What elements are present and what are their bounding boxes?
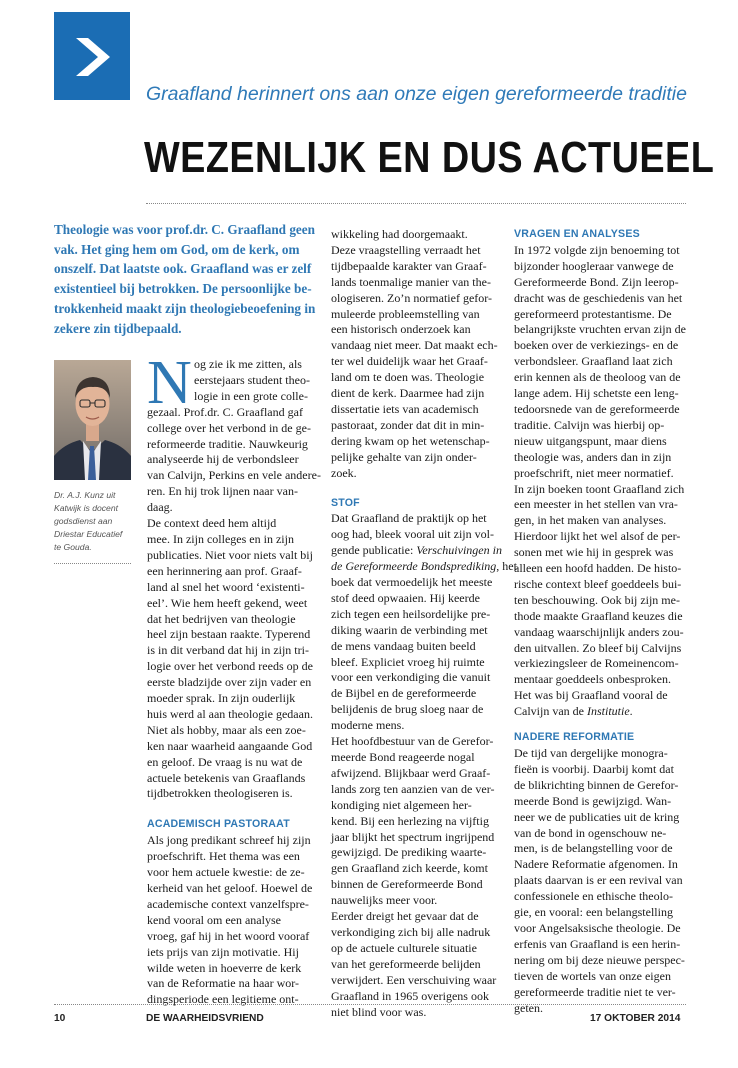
subheading-nadere-reformatie: NADERE REFORMATIE — [514, 731, 635, 744]
book-title-italic: de Gereformeerde Bondsprediking — [331, 559, 497, 574]
text-line: In 1972 volgde zijn benoeming tot — [514, 242, 680, 257]
text-line: de blikrichting binnen de Gerefor- — [514, 777, 679, 792]
text-line: Graafland in 1965 overigens ook — [331, 988, 489, 1003]
text-line: proefschrift. Het thema was een — [147, 849, 300, 864]
text-line: erfenis van Graafland is een herin- — [514, 936, 681, 951]
text-fragment: . — [629, 704, 633, 719]
text-line: nauwelijks meer voor. — [331, 893, 438, 908]
text-line: gewijzigd. De prediking waarte- — [331, 845, 487, 860]
caption-line: godsdienst aan — [54, 516, 113, 526]
book-title-italic: Verschuivingen in — [416, 543, 502, 558]
text-line: dingsperiode een legitieme ont- — [147, 992, 299, 1007]
text-line: een meester in het stellen van vra- — [514, 497, 678, 512]
caption-line: Driestar Educatief — [54, 529, 123, 539]
text-line: moeder sprak. In zijn ouderlijk — [147, 691, 296, 706]
text-line: een herinnering aan prof. Graaf- — [147, 563, 302, 578]
text-line: bleef. Expliciet vroeg hij ruimte — [331, 654, 485, 669]
text-line: huis werd al aan theologie gedaan. — [147, 706, 313, 721]
text-line: proefschrift, niet meer normatief. — [514, 465, 674, 480]
column-1 — [147, 349, 321, 1008]
chevron-right-icon — [76, 38, 110, 76]
text-line: neer we de publicaties uit de kring — [514, 809, 680, 824]
text-line: Niet als hobby, maar als een zoe- — [147, 722, 306, 737]
text-fragment: Calvijn van de — [514, 704, 587, 719]
text-line: ken naar waarheid aangaande God — [147, 738, 313, 753]
text-line: nering om bij deze nieuwe perspec- — [514, 952, 685, 967]
text-line: nieuw uitgangspunt, maar diens — [514, 433, 667, 448]
text-line: meerde Bond reageerde nogal — [331, 750, 475, 764]
caption-line: Dr. A.J. Kunz uit — [54, 490, 116, 500]
text-line: van Calvijn, Perkins en vele andere- — [147, 468, 321, 483]
text-line: voor een verkondiging die vanuit — [331, 670, 491, 685]
text-line: verbondsleer. Graafland laat zich — [514, 354, 673, 369]
text-line: Deze vraagstelling verraadt het — [331, 242, 481, 257]
lead-line: zekere zin tijdbepaald. — [54, 320, 182, 336]
text-line: dracht was de geschiedenis van het — [514, 290, 683, 305]
text-line — [331, 559, 517, 575]
text-line: Gereformeerde Bond. Zijn leerop- — [514, 274, 679, 289]
lead-paragraph — [54, 220, 319, 338]
text-fragment: gende publicatie: — [331, 543, 417, 558]
lead-line: trokkenheid maakt zijn theologiebeoefening in — [54, 300, 316, 316]
text-line: jaar blijkt het spectrum ingrijpend — [331, 829, 495, 844]
text-line: Hierdoor lijkt het wel alsof de per- — [514, 529, 681, 544]
text-line: van het gereformeerde belijden — [331, 956, 481, 971]
text-line: voor hem actuele kwestie: de ze- — [147, 865, 305, 880]
text-line: daag. — [147, 500, 173, 515]
text-line: geten. — [514, 1000, 543, 1015]
text-line: dissertatie iets van academisch — [331, 401, 479, 416]
caption-line: te Gouda. — [54, 542, 92, 552]
text-line: dat het bedrijven van theologie — [147, 611, 296, 626]
text-line: de mens vandaag buiten beeld — [331, 638, 476, 653]
subheading-stof: STOF — [331, 496, 360, 509]
text-line: en geloof. De vraag is nu wat de — [147, 754, 303, 769]
text-line: van de bond in ogenschouw ne- — [514, 825, 667, 840]
article-subtitle: Graafland herinnert ons aan onze eigen gereformeerde traditie — [146, 83, 687, 105]
column-2 — [331, 227, 517, 1020]
text-line: logie in een grote colle- — [194, 388, 308, 403]
text-line: dering kwam op het wetenschap- — [331, 433, 490, 448]
lead-line: vak. Het ging hem om God, om de kerk, om — [54, 241, 300, 257]
article-headline: WEZENLIJK EN DUS ACTUEEL — [144, 133, 715, 182]
text-line: vandaag waarschijnlijk anders zou- — [514, 624, 684, 639]
top-divider — [146, 203, 686, 204]
text-line: dient de kerk. Daarmee had zijn — [331, 386, 485, 401]
text-line: een historisch onderzoek kan — [331, 322, 471, 337]
text-line: og zie ik me zitten, als — [194, 357, 302, 371]
drop-cap: N — [147, 349, 192, 417]
text-line: ten beschouwing. Ook bij zijn me- — [514, 592, 680, 607]
text-line: eerstejaars student theo- — [194, 372, 310, 387]
text-line: verwijdert. Een verschuiving waar — [331, 972, 497, 987]
text-line: wikkeling had doorgemaakt. — [331, 227, 468, 241]
lead-line: onszelf. Dat laatste ook. Graafland was er zelf — [54, 261, 312, 277]
text-line: kondiging niet algemeen her- — [331, 797, 472, 812]
text-line: alleen een hoofd hadden. De histo- — [514, 561, 682, 576]
text-line: Het was bij Graafland vooral de — [514, 688, 668, 703]
page-number: 10 — [54, 1013, 66, 1024]
subheading-academisch-pastoraat: ACADEMISCH PASTORAAT — [147, 818, 290, 831]
book-title-italic: Institutie — [586, 704, 630, 719]
text-line: land al snel het woord ‘existenti- — [147, 579, 305, 594]
text-line: actuele betekenis van Graaflands — [147, 770, 306, 785]
text-line: fieën is voorbij. Daarbij komt dat — [514, 761, 674, 776]
text-line: belijdenis de brug sloeg naar de — [331, 702, 484, 717]
text-line: voor Angelsaksische theologie. De — [514, 920, 681, 935]
subheading-vragen-en-analyses: VRAGEN EN ANALYSES — [514, 228, 640, 240]
text-line: men, is de belangstelling voor de — [514, 841, 673, 856]
caption-divider — [54, 563, 131, 564]
text-line: bijzonder hoogleraar vanwege de — [514, 258, 674, 273]
text-line: boek dat vermoedelijk het meeste — [331, 575, 493, 590]
text-line: tijdbetrokken theologiseren is. — [147, 786, 293, 801]
text-line: boeken over de verkiezings- en de — [514, 338, 679, 353]
text-line: van de Reformatie na haar wor- — [147, 976, 300, 991]
text-line: mee. In zijn colleges en in zijn — [147, 531, 294, 546]
text-line: verkiezingsleer de Romeinencom- — [514, 656, 679, 671]
text-line: analyseerde hij de verbondsleer — [147, 452, 299, 467]
text-line: kend. Bij een herlezing na vijftig — [331, 813, 489, 828]
caption-line: Katwijk is docent — [54, 503, 119, 513]
text-line: belangrijkste vruchten ervan zijn de — [514, 322, 686, 337]
text-line: kerheid van het geloof. Hoewel de — [147, 881, 313, 895]
text-line: traditie. Calvijn was hierbij op- — [514, 417, 665, 432]
text-line: iets prijs van zijn motivatie. Hij — [147, 944, 299, 959]
text-line: tieven de wortels van onze eigen — [514, 968, 671, 983]
text-line: de Bijbel en de gereformeerde — [331, 686, 477, 701]
text-line: reformeerde traditie. Nauwkeurig — [147, 436, 308, 451]
text-line: verkondiging zich bij alle nadruk — [331, 924, 491, 939]
text-line: heel zijn bestaan raakte. Typerend — [147, 627, 311, 642]
text-line: publicaties. Niet voor niets valt bij — [147, 547, 313, 562]
text-line: niet blind voor was. — [331, 1004, 427, 1019]
lead-line: existentieel bij betrokken. De persoonlijke be- — [54, 281, 312, 297]
text-line: eerste bladzijde over zijn vader en — [147, 675, 312, 690]
text-line: lange adem. Hij schetste een leng- — [514, 386, 679, 401]
text-line: Nadere Reformatie afgenomen. In — [514, 857, 678, 872]
text-line: wilde weten in hoeverre de kerk — [147, 960, 302, 975]
issue-date: 17 OKTOBER 2014 — [590, 1013, 681, 1024]
text-line: college over het verbond in de ge- — [147, 420, 311, 435]
text-line: Dat Graafland de praktijk op het — [331, 511, 487, 526]
bottom-divider — [54, 1004, 686, 1005]
text-line — [514, 704, 684, 720]
text-line: mentaar goeddeels onbesproken. — [514, 672, 671, 687]
text-line: theologie was, anders dan in zijn — [514, 449, 672, 464]
text-line: zoek. — [331, 465, 357, 480]
photo-caption — [54, 489, 134, 554]
text-line: ologiseren. Zo’n normatief gefor- — [331, 290, 493, 305]
section-marker — [54, 12, 130, 100]
text-line — [331, 543, 501, 559]
text-line: erin kennen als de theoloog van de — [514, 370, 681, 385]
text-line: De tijd van dergelijke monogra- — [514, 746, 668, 760]
author-photo — [54, 360, 131, 480]
lead-line: Theologie was voor prof.dr. C. Graafland geen — [54, 222, 315, 237]
text-line: ren. En hij trok lijnen naar van- — [147, 484, 298, 499]
text-line: lands zorg ten aanzien van de ver- — [331, 781, 495, 796]
text-line: In zijn boeken toont Graafland zich — [514, 481, 685, 496]
text-line: ter wel duidelijk waar het Graaf- — [331, 354, 488, 369]
text-line: tijdbepaalde karakter van Graaf- — [331, 258, 487, 273]
text-fragment: , het — [496, 559, 517, 574]
text-line: stof deed opwaaien. Hij keerde — [331, 590, 480, 605]
text-line: tedoorsnede van de gereformeerde — [514, 401, 680, 416]
text-line: eel’. Wie hem heeft gekend, weet — [147, 595, 308, 610]
text-line: Als jong predikant schreef hij zijn — [147, 833, 311, 848]
text-line: muleerde probleemstelling van — [331, 306, 480, 321]
text-line: logie over het verbond reeds op de — [147, 659, 313, 674]
text-line: pelijke gehalte van zijn onder- — [331, 449, 477, 464]
text-line: gen, in het maken van analyses. — [514, 513, 667, 528]
text-line: land om te doen was. Theologie — [331, 370, 485, 385]
column-3 — [514, 227, 684, 1016]
text-line: oog had, bleek vooral uit zijn vol- — [331, 527, 494, 542]
text-line: confessionele en ethische theolo- — [514, 889, 673, 904]
text-line: gereformeerd protestantisme. De — [514, 306, 672, 321]
text-line: gezaal. Prof.dr. C. Graafland gaf — [147, 404, 303, 419]
text-line: den uitvallen. Zo bleef bij Calvijns — [514, 640, 682, 655]
text-line: kend vooral om een analyse — [147, 912, 281, 927]
text-line: afwijzend. Blijkbaar werd Graaf- — [331, 765, 491, 780]
text-line: gie, en vooral: een belangstelling — [514, 905, 673, 920]
text-line: zich tegen een heilsordelijke pre- — [331, 606, 491, 621]
text-line: meerde Bond is gewijzigd. Wan- — [514, 793, 672, 808]
text-line: thode maakte Graafland keuzes die — [514, 608, 683, 623]
text-line: op de actuele culturele situatie — [331, 940, 477, 955]
text-line: gereformeerde traditie niet te ver- — [514, 984, 676, 999]
text-line: moderne mens. — [331, 718, 405, 733]
text-line: vroeg, gaf hij in het woord vooraf — [147, 928, 310, 943]
text-line: Het hoofdbestuur van de Gerefor- — [331, 734, 494, 749]
text-line: binnen de Gereformeerde Bond — [331, 877, 483, 892]
text-line: vandaag niet meer. Dat maakt ech- — [331, 338, 498, 353]
text-line: is in dit verband dat hij in zijn tri- — [147, 643, 309, 658]
text-line: pastoraat, zonder dat dit in min- — [331, 417, 485, 432]
text-line: diking waarin de verbinding met — [331, 622, 488, 637]
text-line: gen Graafland zich keerde, komt — [331, 861, 488, 876]
text-line: sonen met wie hij in gesprek was — [514, 545, 674, 560]
text-line: lands toenmalige manier van the- — [331, 274, 491, 289]
magazine-name: DE WAARHEIDSVRIEND — [146, 1013, 264, 1024]
text-line: academische context vanzelfspre- — [147, 896, 309, 911]
text-line: plaats daarvan is er een revival van — [514, 873, 683, 888]
text-line: De context deed hem altijd — [147, 516, 277, 531]
text-line: Eerder dreigt het gevaar dat de — [331, 909, 479, 924]
text-line: rische context bleef goeddeels bui- — [514, 576, 682, 591]
